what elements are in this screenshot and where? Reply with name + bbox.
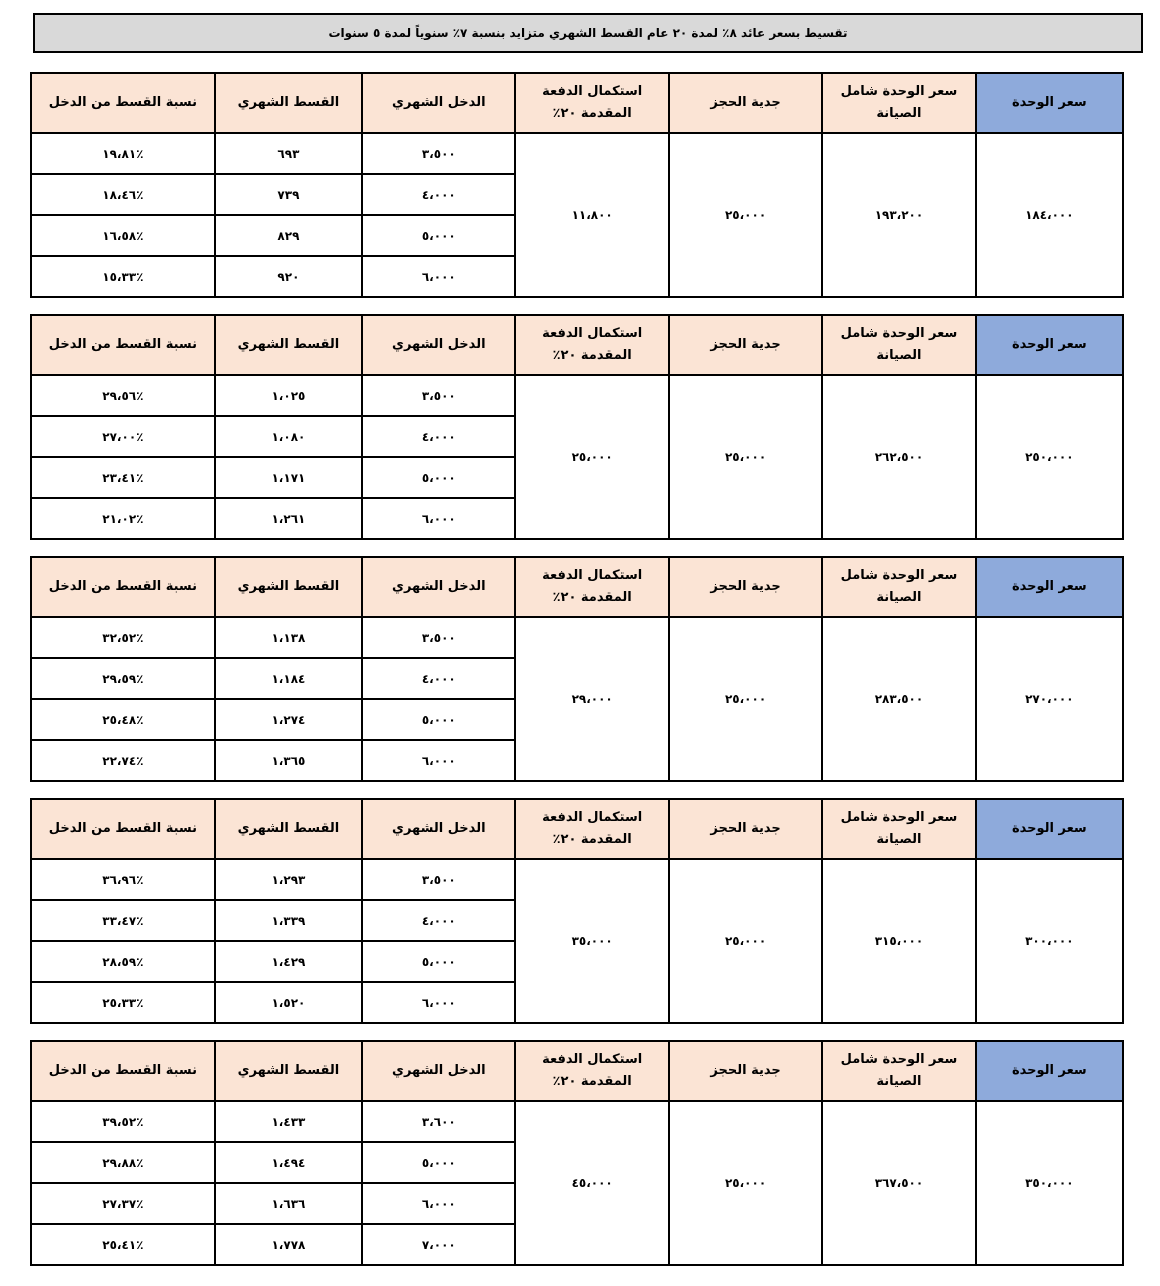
installment-ratio-cell: ٪٢٢،٧٤ [31,740,215,781]
monthly-installment-cell: ١،٠٢٥ [215,375,362,416]
monthly-installment-cell: ١،١٨٤ [215,658,362,699]
booking-deposit-cell: ٢٥،٠٠٠ [669,133,822,297]
monthly-installment-cell: ٧٣٩ [215,174,362,215]
installment-ratio-cell: ٪٢٧،٣٧ [31,1183,215,1224]
price-block-table [30,1040,1124,1266]
installment-tables [30,72,1124,1282]
header-downpayment-completion: استكمال الدفعة المقدمة ٢٠٪ [515,73,668,133]
monthly-installment-cell: ١،٢٩٣ [215,859,362,900]
monthly-income-cell: ٤،٠٠٠ [362,416,515,457]
header-monthly-income: الدخل الشهري [362,73,515,133]
monthly-income-cell: ٦،٠٠٠ [362,740,515,781]
monthly-income-cell: ٤،٠٠٠ [362,658,515,699]
installment-ratio-cell: ٪١٨،٤٦ [31,174,215,215]
header-monthly-installment: القسط الشهري [215,557,362,617]
header-downpayment-completion: استكمال الدفعة المقدمة ٢٠٪ [515,315,668,375]
monthly-income-cell: ٣،٥٠٠ [362,375,515,416]
unit-price-cell: ١٨٤،٠٠٠ [976,133,1123,297]
installment-ratio-cell: ٪٢١،٠٢ [31,498,215,539]
header-booking-deposit: جدية الحجز [669,799,822,859]
header-unit-price: سعر الوحدة [976,315,1123,375]
monthly-income-cell: ٦،٠٠٠ [362,256,515,297]
header-monthly-installment: القسط الشهري [215,73,362,133]
monthly-installment-cell: ١،٧٧٨ [215,1224,362,1265]
installment-ratio-cell: ٪٣٢،٥٢ [31,617,215,658]
header-price-with-maintenance: سعر الوحدة شامل الصيانة [822,1041,975,1101]
monthly-installment-cell: ١،٣٣٩ [215,900,362,941]
header-row [31,799,1123,859]
installment-ratio-cell: ٪١٦،٥٨ [31,215,215,256]
monthly-income-cell: ٤،٠٠٠ [362,174,515,215]
booking-deposit-cell: ٢٥،٠٠٠ [669,617,822,781]
header-installment-to-income: نسبة القسط من الدخل [31,799,215,859]
header-row [31,315,1123,375]
downpayment-completion-cell: ٢٩،٠٠٠ [515,617,668,781]
installment-ratio-cell: ٪٣٦،٩٦ [31,859,215,900]
unit-price-cell: ٣٥٠،٠٠٠ [976,1101,1123,1265]
monthly-income-cell: ٥،٠٠٠ [362,1142,515,1183]
downpayment-completion-cell: ١١،٨٠٠ [515,133,668,297]
header-monthly-income: الدخل الشهري [362,799,515,859]
booking-deposit-cell: ٢٥،٠٠٠ [669,375,822,539]
installment-ratio-cell: ٪١٩،٨١ [31,133,215,174]
monthly-income-cell: ٥،٠٠٠ [362,941,515,982]
monthly-installment-cell: ٩٢٠ [215,256,362,297]
header-monthly-installment: القسط الشهري [215,799,362,859]
header-installment-to-income: نسبة القسط من الدخل [31,557,215,617]
monthly-income-cell: ٥،٠٠٠ [362,457,515,498]
monthly-installment-cell: ١،٤٣٣ [215,1101,362,1142]
header-row [31,73,1123,133]
installment-ratio-cell: ٪٢٩،٥٩ [31,658,215,699]
header-price-with-maintenance: سعر الوحدة شامل الصيانة [822,315,975,375]
installment-ratio-cell: ٪٢٧،٠٠ [31,416,215,457]
unit-price-cell: ٢٧٠،٠٠٠ [976,617,1123,781]
header-booking-deposit: جدية الحجز [669,557,822,617]
header-price-with-maintenance: سعر الوحدة شامل الصيانة [822,73,975,133]
monthly-income-cell: ٥،٠٠٠ [362,215,515,256]
monthly-installment-cell: ١،٢٧٤ [215,699,362,740]
monthly-income-cell: ٣،٦٠٠ [362,1101,515,1142]
header-monthly-income: الدخل الشهري [362,557,515,617]
monthly-installment-cell: ١،١٧١ [215,457,362,498]
header-booking-deposit: جدية الحجز [669,315,822,375]
price-block-table [30,314,1124,540]
monthly-installment-cell: ١،٣٦٥ [215,740,362,781]
monthly-installment-cell: ٨٢٩ [215,215,362,256]
header-unit-price: سعر الوحدة [976,73,1123,133]
monthly-installment-cell: ١،٤٩٤ [215,1142,362,1183]
header-row [31,1041,1123,1101]
header-unit-price: سعر الوحدة [976,1041,1123,1101]
header-price-with-maintenance: سعر الوحدة شامل الصيانة [822,799,975,859]
unit-price-cell: ٢٥٠،٠٠٠ [976,375,1123,539]
price-block-table [30,556,1124,782]
downpayment-completion-cell: ٣٥،٠٠٠ [515,859,668,1023]
header-monthly-income: الدخل الشهري [362,1041,515,1101]
price-block-table [30,72,1124,298]
page-title: تقسيط بسعر عائد ٨٪ لمدة ٢٠ عام القسط الشهري متزايد بنسبة ٧٪ سنوياً لمدة ٥ سنوات [33,13,1143,53]
monthly-installment-cell: ١،٤٢٩ [215,941,362,982]
header-row [31,557,1123,617]
header-downpayment-completion: استكمال الدفعة المقدمة ٢٠٪ [515,799,668,859]
downpayment-completion-cell: ٤٥،٠٠٠ [515,1101,668,1265]
price-block-table [30,798,1124,1024]
header-downpayment-completion: استكمال الدفعة المقدمة ٢٠٪ [515,557,668,617]
installment-ratio-cell: ٪١٥،٣٣ [31,256,215,297]
installment-ratio-cell: ٪٢٥،٣٣ [31,982,215,1023]
header-price-with-maintenance: سعر الوحدة شامل الصيانة [822,557,975,617]
header-monthly-installment: القسط الشهري [215,315,362,375]
monthly-income-cell: ٥،٠٠٠ [362,699,515,740]
installment-ratio-cell: ٪٢٣،٤١ [31,457,215,498]
header-unit-price: سعر الوحدة [976,799,1123,859]
installment-ratio-cell: ٪٢٨،٥٩ [31,941,215,982]
header-installment-to-income: نسبة القسط من الدخل [31,315,215,375]
table-row [31,859,1123,900]
monthly-installment-cell: ١،١٣٨ [215,617,362,658]
monthly-income-cell: ٦،٠٠٠ [362,982,515,1023]
booking-deposit-cell: ٢٥،٠٠٠ [669,1101,822,1265]
header-monthly-income: الدخل الشهري [362,315,515,375]
table-row [31,133,1123,174]
header-unit-price: سعر الوحدة [976,557,1123,617]
monthly-installment-cell: ١،٢٦١ [215,498,362,539]
price-with-maintenance-cell: ٣١٥،٠٠٠ [822,859,975,1023]
table-row [31,1101,1123,1142]
header-booking-deposit: جدية الحجز [669,73,822,133]
price-with-maintenance-cell: ٢٦٢،٥٠٠ [822,375,975,539]
unit-price-cell: ٣٠٠،٠٠٠ [976,859,1123,1023]
installment-ratio-cell: ٪٢٩،٨٨ [31,1142,215,1183]
monthly-installment-cell: ١،٥٢٠ [215,982,362,1023]
header-installment-to-income: نسبة القسط من الدخل [31,73,215,133]
header-downpayment-completion: استكمال الدفعة المقدمة ٢٠٪ [515,1041,668,1101]
monthly-income-cell: ٣،٥٠٠ [362,617,515,658]
downpayment-completion-cell: ٢٥،٠٠٠ [515,375,668,539]
header-installment-to-income: نسبة القسط من الدخل [31,1041,215,1101]
header-booking-deposit: جدية الحجز [669,1041,822,1101]
monthly-income-cell: ٣،٥٠٠ [362,859,515,900]
monthly-installment-cell: ١،٠٨٠ [215,416,362,457]
price-with-maintenance-cell: ٣٦٧،٥٠٠ [822,1101,975,1265]
installment-ratio-cell: ٪٣٣،٤٧ [31,900,215,941]
monthly-income-cell: ٣،٥٠٠ [362,133,515,174]
price-with-maintenance-cell: ٢٨٣،٥٠٠ [822,617,975,781]
price-with-maintenance-cell: ١٩٣،٢٠٠ [822,133,975,297]
table-row [31,375,1123,416]
monthly-installment-cell: ١،٦٣٦ [215,1183,362,1224]
monthly-income-cell: ٦،٠٠٠ [362,1183,515,1224]
monthly-income-cell: ٤،٠٠٠ [362,900,515,941]
monthly-income-cell: ٧،٠٠٠ [362,1224,515,1265]
table-row [31,617,1123,658]
monthly-income-cell: ٦،٠٠٠ [362,498,515,539]
booking-deposit-cell: ٢٥،٠٠٠ [669,859,822,1023]
monthly-installment-cell: ٦٩٣ [215,133,362,174]
installment-ratio-cell: ٪٢٥،٤١ [31,1224,215,1265]
installment-ratio-cell: ٪٣٩،٥٢ [31,1101,215,1142]
installment-ratio-cell: ٪٢٥،٤٨ [31,699,215,740]
header-monthly-installment: القسط الشهري [215,1041,362,1101]
installment-ratio-cell: ٪٢٩،٥٦ [31,375,215,416]
